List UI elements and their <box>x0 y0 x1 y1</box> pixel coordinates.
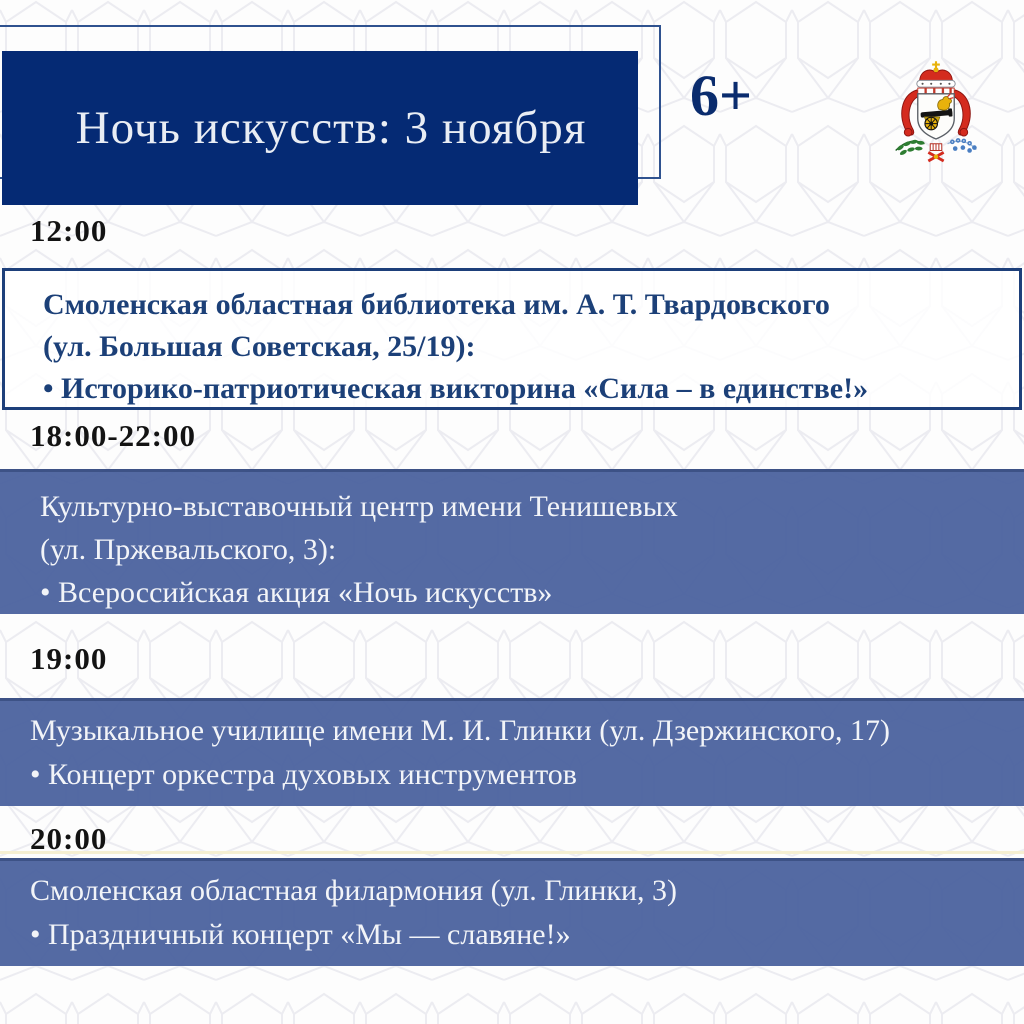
event-card <box>0 858 1024 966</box>
page-title: Ночь искусств: 3 ноября <box>75 102 587 154</box>
smolensk-coat-of-arms-icon <box>888 60 984 168</box>
emblem-wheel <box>925 117 937 129</box>
event-activity-line: • Всероссийская акция «Ночь искусств» <box>40 576 553 609</box>
emblem-crown-orb <box>934 67 939 72</box>
divider-line <box>0 851 1024 854</box>
time-label: 12:00 <box>30 213 108 248</box>
time-label: 19:00 <box>30 641 108 676</box>
event-venue-line: Музыкальное училище имени М. И. Глинки (ул. Дзержинского, 17) <box>30 714 890 747</box>
age-rating-badge: 6+ <box>690 63 753 128</box>
event-address-line: (ул. Пржевальского, 3): <box>40 533 337 566</box>
event-activity-line: • Историко-патриотическая викторина «Сила – в единстве!» <box>43 372 869 405</box>
event-venue-line: Смоленская областная филармония (ул. Глинки, 3) <box>30 874 678 907</box>
event-card <box>2 268 1022 410</box>
emblem-flax-branch <box>948 138 977 153</box>
time-label: 20:00 <box>30 821 108 856</box>
emblem-left-scroll <box>902 90 920 136</box>
event-activity-line: • Концерт оркестра духовых инструментов <box>30 758 577 791</box>
time-label: 18:00-22:00 <box>30 418 196 453</box>
title-banner <box>2 51 638 205</box>
event-activity-line: • Праздничный концерт «Мы — славяне!» <box>30 918 571 951</box>
emblem-bottom-ornament <box>928 144 943 161</box>
event-venue-line: Смоленская областная библиотека им. А. Т. Твардовского <box>43 288 830 321</box>
event-address-line: (ул. Большая Советская, 25/19): <box>43 330 476 363</box>
emblem-right-scroll <box>952 90 970 136</box>
event-card <box>0 698 1024 806</box>
event-venue-line: Культурно-выставочный центр имени Тенишевых <box>40 490 678 523</box>
emblem-crenellated-band <box>918 88 954 94</box>
event-card <box>0 469 1024 614</box>
emblem-laurel-branch <box>896 139 925 156</box>
